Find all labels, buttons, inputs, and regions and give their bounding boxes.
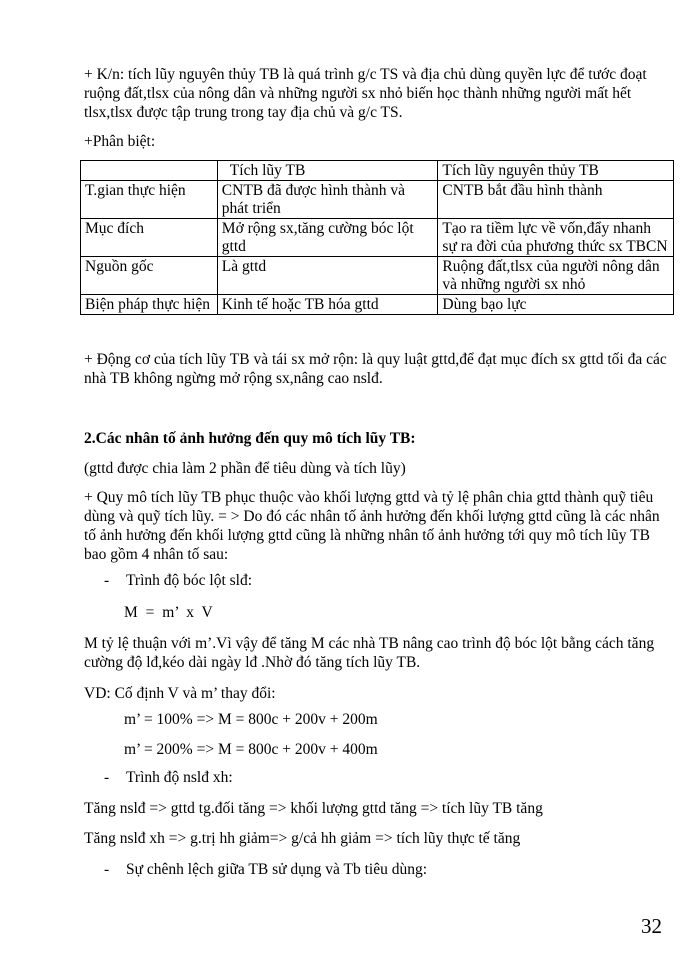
table-cell: CNTB đã được hình thành và phát triển	[217, 181, 438, 219]
comparison-table	[80, 160, 674, 315]
bullet-text: Sự chênh lệch giữa TB sử dụng và Tb tiêu dùng:	[126, 861, 428, 878]
table-row	[81, 181, 674, 219]
scale-paragraph: + Quy mô tích lũy TB phục thuộc vào khối lượng gttd và tỷ lệ phân chia gttd thành quỹ tiêu dùng và quỹ tích lũy. = > Do đó các nhân tố ảnh hưởng đến khối lượng gttd cũng là các nhân tố ảnh hưởng đến khối lượng gttd cũng là những nhân tố ảnh hưởng tới quy mô tích lũy TB bao gồm 4 nhân tố sau:	[84, 489, 660, 563]
productivity-line: Tăng nslđ => gttd tg.đối tăng => khối lượng gttd tăng => tích lũy TB tăng	[84, 800, 543, 817]
table-cell: Tạo ra tiềm lực về vốn,đẩy nhanh sự ra đời của phương thức sx TBCN	[438, 219, 674, 257]
table-header-row	[81, 161, 674, 181]
page-number: 32	[641, 914, 662, 938]
formula: M = m’ x V	[124, 604, 213, 621]
example-line: m’ = 100% => M = 800c + 200v + 200m	[124, 711, 378, 728]
bullet-dash: -	[104, 769, 110, 786]
social-productivity-line: Tăng nslđ xh => g.trị hh giảm=> g/cả hh giảm => tích lũy thực tế tăng	[84, 830, 521, 847]
section-heading: 2.Các nhân tố ảnh hưởng đến quy mô tích lũy TB:	[84, 430, 416, 447]
table-cell: Kinh tế hoặc TB hóa gttd	[217, 295, 438, 315]
table-cell: T.gian thực hiện	[81, 181, 218, 219]
proportion-paragraph: M tỷ lệ thuận với m’.Vì vậy để tăng M các nhà TB nâng cao trình độ bóc lột bằng cách tăng cường độ lđ,kéo dài ngày lđ .Nhờ đó tăng tích lũy TB.	[84, 635, 655, 671]
example-intro: VD: Cố định V và m’ thay đổi:	[84, 685, 276, 702]
bullet-text: Trình độ bóc lột slđ:	[126, 572, 253, 589]
table-cell: Mục đích	[81, 219, 218, 257]
table-cell: Biện pháp thực hiện	[81, 295, 218, 315]
table-cell: Dùng bạo lực	[438, 295, 674, 315]
bullet-dash: -	[104, 861, 110, 878]
table-header-cell: Tích lũy nguyên thủy TB	[438, 161, 674, 181]
gttd-note: (gttd được chia làm 2 phần để tiêu dùng và tích lũy)	[84, 460, 406, 477]
definition-paragraph: + K/n: tích lũy nguyên thủy TB là quá trình g/c TS và địa chủ dùng quyền lực để tước đoạt ruộng đất,tlsx của nông dân và những người sx nhỏ biến học thành những người mất hết tlsx,tlsx được tập trung trong tay địa chủ và g/c TS.	[84, 66, 647, 121]
table-row	[81, 219, 674, 257]
table-header-cell	[81, 161, 218, 181]
table-cell: Mở rộng sx,tăng cường bóc lột gttd	[217, 219, 438, 257]
distinction-label: +Phân biệt:	[84, 133, 156, 150]
table-cell: Ruộng đất,tlsx của người nông dân và những người sx nhỏ	[438, 257, 674, 295]
bullet-dash: -	[104, 572, 110, 589]
table-header-cell: Tích lũy TB	[217, 161, 438, 181]
bullet-text: Trình độ nslđ xh:	[126, 769, 233, 786]
table-row	[81, 257, 674, 295]
table-row	[81, 295, 674, 315]
table-cell: Nguồn gốc	[81, 257, 218, 295]
table-cell: Là gttd	[217, 257, 438, 295]
table-cell: CNTB bắt đầu hình thành	[438, 181, 674, 219]
example-line: m’ = 200% => M = 800c + 200v + 400m	[124, 741, 378, 758]
motive-paragraph: + Động cơ của tích lũy TB và tái sx mở rộn: là quy luật gttd,để đạt mục đích sx gttd tối đa các nhà TB không ngừng mở rộng sx,nâng cao nslđ.	[84, 351, 667, 387]
